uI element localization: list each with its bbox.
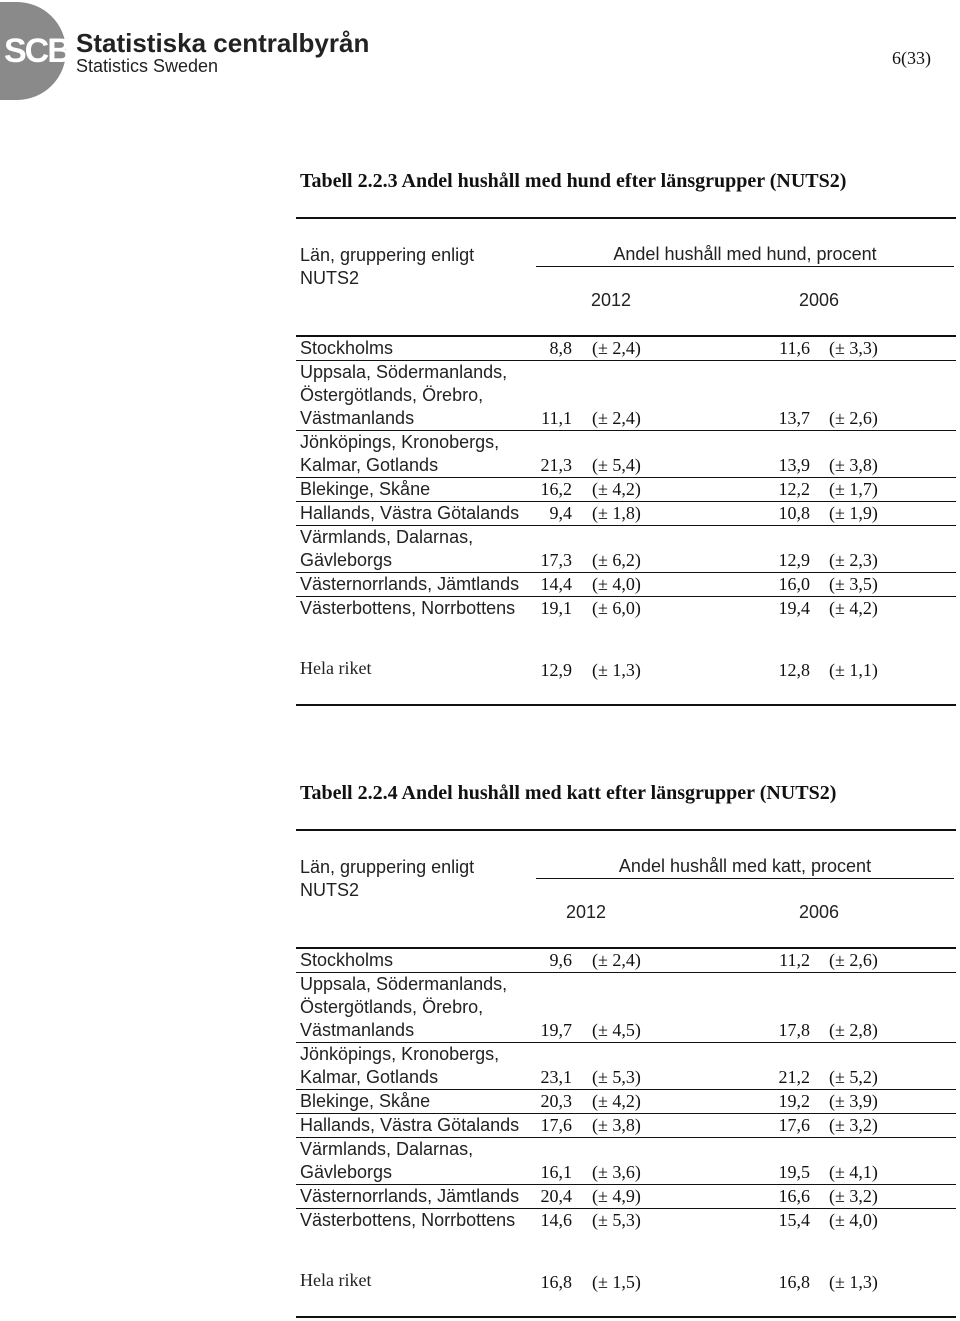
- value-2012: 14,6: [540, 1210, 572, 1230]
- table-row: [296, 1042, 956, 1089]
- page-header: [0, 0, 960, 110]
- value-2006: 21,2: [778, 1067, 810, 1087]
- row-label: Blekinge, Skåne: [300, 1091, 431, 1111]
- value-2012: 11,1: [541, 408, 572, 428]
- row-label: Hallands, Västra Götalands: [300, 503, 520, 523]
- column-group-header: Andel hushåll med katt, procent: [536, 856, 954, 879]
- ci-2006: (± 2,8): [829, 1020, 878, 1040]
- ci-2006: (± 3,5): [829, 574, 878, 594]
- ci-2006: (± 3,3): [829, 338, 878, 358]
- total-ci-2006: (± 1,3): [829, 1272, 878, 1292]
- table-row: [296, 572, 956, 596]
- ci-2006: (± 3,8): [829, 455, 878, 475]
- total-row: [296, 658, 956, 681]
- value-2006: 11,6: [779, 338, 810, 358]
- value-2012: 23,1: [540, 1067, 572, 1087]
- value-2006: 12,2: [778, 479, 810, 499]
- column-group-header: Andel hushåll med hund, procent: [536, 244, 954, 267]
- ci-2012: (± 2,4): [592, 338, 641, 358]
- ci-2012: (± 5,3): [592, 1210, 641, 1230]
- table-row: [296, 1208, 956, 1232]
- value-2012: 9,6: [549, 950, 572, 970]
- page-number: 6(33): [892, 48, 931, 68]
- org-name: Statistiska centralbyrån: [76, 28, 370, 58]
- value-2006: 19,2: [778, 1091, 810, 1111]
- row-label: Västernorrlands, Jämtlands: [300, 574, 520, 594]
- ci-2012: (± 2,4): [592, 950, 641, 970]
- total-value-2006: 16,8: [778, 1272, 810, 1292]
- row-label: Västerbottens, Norrbottens: [300, 1210, 516, 1230]
- table-title: Tabell 2.2.3 Andel hushåll med hund efter länsgrupper (NUTS2): [300, 170, 847, 192]
- value-2006: 13,7: [778, 408, 810, 428]
- ci-2006: (± 4,2): [829, 598, 878, 618]
- table-bottom-rule: [296, 1316, 956, 1318]
- ci-2012: (± 5,3): [592, 1067, 641, 1087]
- row-header-label: Län, gruppering enligt NUTS2: [300, 857, 475, 900]
- value-2012: 16,2: [540, 479, 572, 499]
- table-row: [296, 1137, 956, 1184]
- ci-2006: (± 3,2): [829, 1115, 878, 1135]
- value-2006: 12,9: [778, 550, 810, 570]
- value-2012: 8,8: [549, 338, 572, 358]
- table-body: [296, 947, 956, 1232]
- row-label: Uppsala, Södermanlands, Östergötlands, Örebro, Västmanlands: [300, 974, 508, 1040]
- value-2012: 19,7: [540, 1020, 572, 1040]
- table-bottom-rule: [296, 704, 956, 706]
- row-header-label: Län, gruppering enligt NUTS2: [300, 245, 475, 288]
- table-row: [296, 430, 956, 477]
- scb-logo: SCB: [0, 2, 66, 100]
- ci-2012: (± 3,8): [592, 1115, 641, 1135]
- row-label: Stockholms: [300, 950, 394, 970]
- ci-2012: (± 4,9): [592, 1186, 641, 1206]
- value-2012: 9,4: [549, 503, 572, 523]
- value-2006: 11,2: [779, 950, 810, 970]
- ci-2012: (± 1,8): [592, 503, 641, 523]
- ci-2012: (± 5,4): [592, 455, 641, 475]
- value-2012: 17,3: [540, 550, 572, 570]
- value-2006: 16,0: [778, 574, 810, 594]
- ci-2006: (± 5,2): [829, 1067, 878, 1087]
- value-2012: 16,1: [540, 1162, 572, 1182]
- value-2006: 17,8: [778, 1020, 810, 1040]
- table-body: [296, 335, 956, 620]
- total-value-2012: 12,9: [540, 660, 572, 680]
- value-2012: 19,1: [540, 598, 572, 618]
- table-row: [296, 972, 956, 1042]
- row-label: Värmlands, Dalarnas, Gävleborgs: [300, 1139, 474, 1182]
- value-2006: 19,5: [778, 1162, 810, 1182]
- table-row: [296, 596, 956, 620]
- ci-2012: (± 4,5): [592, 1020, 641, 1040]
- table-row: [296, 501, 956, 525]
- ci-2006: (± 4,0): [829, 1210, 878, 1230]
- total-value-2006: 12,8: [778, 660, 810, 680]
- row-label: Hallands, Västra Götalands: [300, 1115, 520, 1135]
- table-row: [296, 335, 956, 360]
- value-2012: 14,4: [540, 574, 572, 594]
- ci-2012: (± 2,4): [592, 408, 641, 428]
- ci-2006: (± 3,9): [829, 1091, 878, 1111]
- table-row: [296, 1089, 956, 1113]
- total-label: Hela riket: [300, 658, 372, 678]
- row-label: Stockholms: [300, 338, 394, 358]
- table-top-rule: [296, 829, 956, 831]
- year-header-2012: 2012: [566, 902, 607, 922]
- value-2006: 13,9: [778, 455, 810, 475]
- value-2012: 20,3: [540, 1091, 572, 1111]
- ci-2012: (± 3,6): [592, 1162, 641, 1182]
- value-2012: 20,4: [540, 1186, 572, 1206]
- table-row: [296, 1184, 956, 1208]
- ci-2006: (± 3,2): [829, 1186, 878, 1206]
- table-row: [296, 360, 956, 430]
- ci-2012: (± 4,2): [592, 479, 641, 499]
- table-row: [296, 947, 956, 972]
- total-ci-2006: (± 1,1): [829, 660, 878, 680]
- total-label: Hela riket: [300, 1270, 372, 1290]
- table-cat: [296, 782, 956, 1321]
- table-row: [296, 525, 956, 572]
- total-value-2012: 16,8: [540, 1272, 572, 1292]
- ci-2006: (± 4,1): [829, 1162, 878, 1182]
- row-label: Västerbottens, Norrbottens: [300, 598, 516, 618]
- org-name-en: Statistics Sweden: [76, 56, 219, 76]
- ci-2006: (± 2,3): [829, 550, 878, 570]
- ci-2006: (± 2,6): [829, 408, 878, 428]
- ci-2012: (± 6,0): [592, 598, 641, 618]
- row-label: Blekinge, Skåne: [300, 479, 431, 499]
- row-label: Jönköpings, Kronobergs, Kalmar, Gotlands: [300, 432, 500, 475]
- ci-2012: (± 6,2): [592, 550, 641, 570]
- table-dog: [296, 170, 956, 710]
- ci-2006: (± 1,9): [829, 503, 878, 523]
- value-2006: 19,4: [778, 598, 810, 618]
- value-2012: 21,3: [540, 455, 572, 475]
- ci-2012: (± 4,2): [592, 1091, 641, 1111]
- value-2006: 17,6: [778, 1115, 810, 1135]
- total-ci-2012: (± 1,5): [592, 1272, 641, 1292]
- table-row: [296, 477, 956, 501]
- year-header-2006: 2006: [799, 902, 840, 922]
- value-2006: 15,4: [778, 1210, 810, 1230]
- row-label: Uppsala, Södermanlands, Östergötlands, Örebro, Västmanlands: [300, 362, 508, 428]
- ci-2012: (± 4,0): [592, 574, 641, 594]
- total-ci-2012: (± 1,3): [592, 660, 641, 680]
- table-title: Tabell 2.2.4 Andel hushåll med katt efter länsgrupper (NUTS2): [300, 782, 837, 804]
- value-2012: 17,6: [540, 1115, 572, 1135]
- ci-2006: (± 2,6): [829, 950, 878, 970]
- table-row: [296, 1113, 956, 1137]
- row-label: Jönköpings, Kronobergs, Kalmar, Gotlands: [300, 1044, 500, 1087]
- row-label: Västernorrlands, Jämtlands: [300, 1186, 520, 1206]
- table-top-rule: [296, 217, 956, 219]
- value-2006: 16,6: [778, 1186, 810, 1206]
- total-row: [296, 1270, 956, 1293]
- value-2006: 10,8: [778, 503, 810, 523]
- row-label: Värmlands, Dalarnas, Gävleborgs: [300, 527, 474, 570]
- year-header-2006: 2006: [799, 290, 840, 310]
- year-header-2012: 2012: [591, 290, 632, 310]
- ci-2006: (± 1,7): [829, 479, 878, 499]
